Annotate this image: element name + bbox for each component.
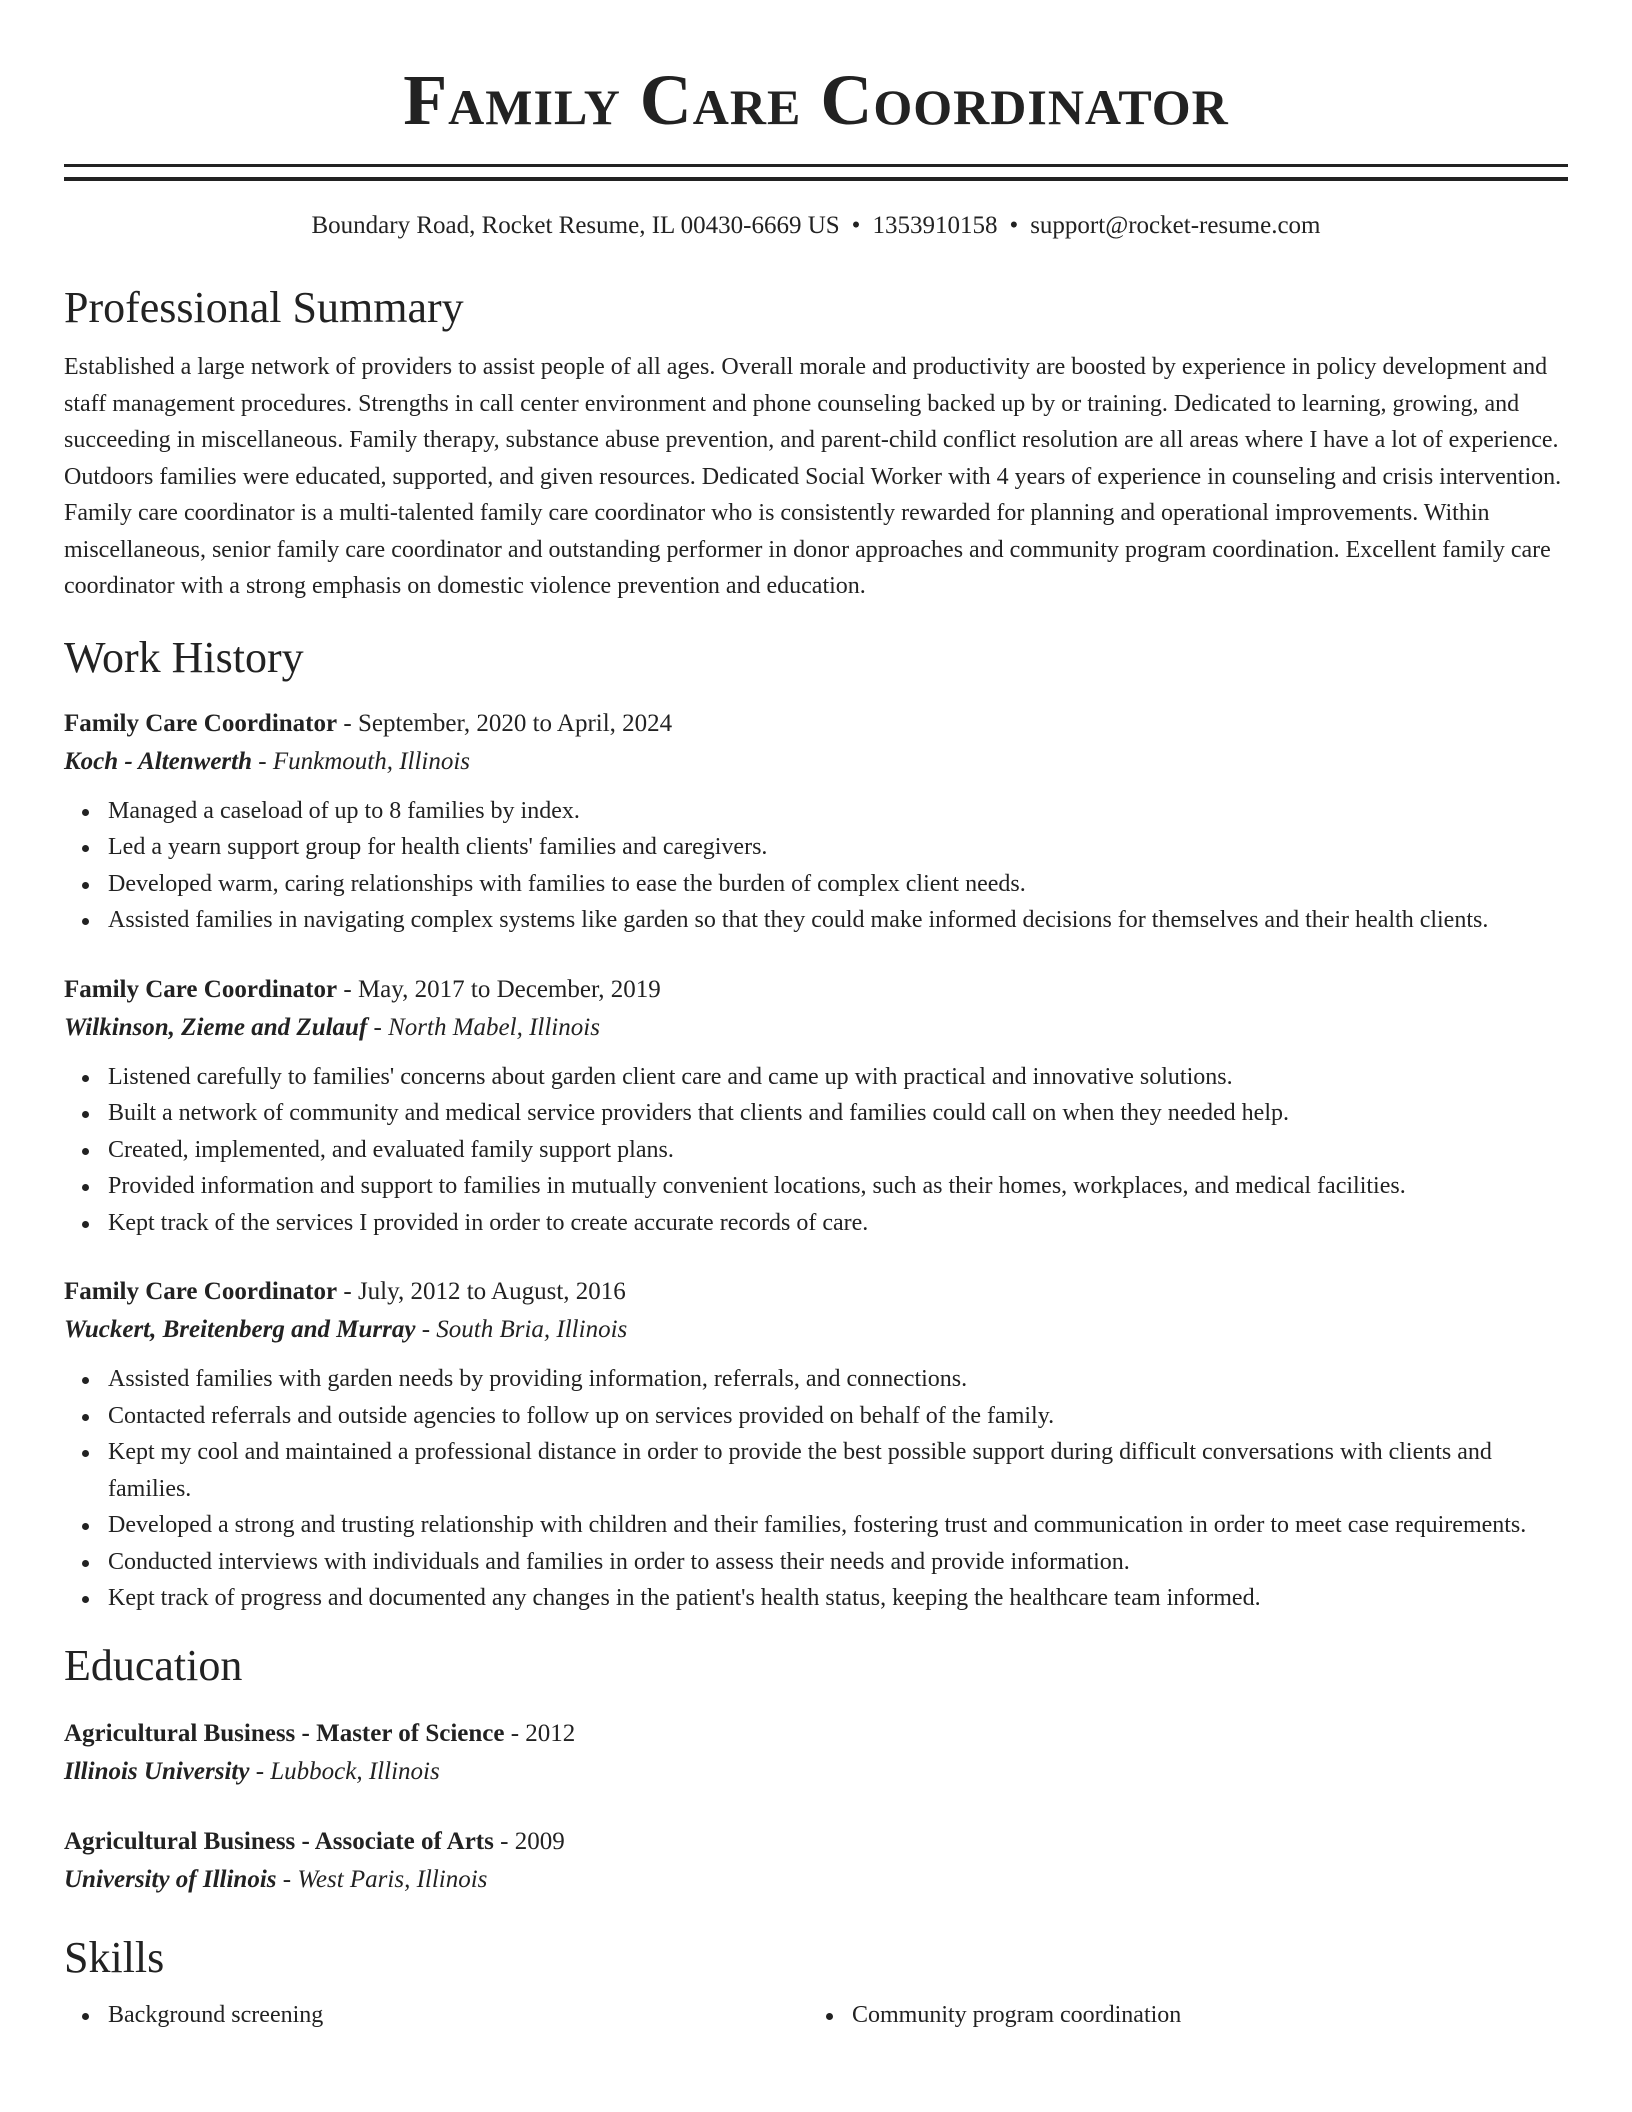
job-title-line (64, 971, 1568, 1009)
list-item (108, 1361, 1568, 1398)
dash-separator: - (337, 709, 358, 737)
section-heading-skills: Skills (64, 1932, 165, 1982)
education-degree-line (64, 1715, 1568, 1753)
education-degree: Agricultural Business - Master of Science (64, 1719, 505, 1747)
dash-separator: - (337, 975, 358, 1003)
dash-separator: - (504, 1719, 526, 1747)
list-item-text: Managed a caseload of up to 8 families by index. (108, 797, 580, 824)
job-company-line (64, 1311, 1568, 1349)
dash-separator: - (367, 1013, 389, 1041)
skills-column-left (64, 1997, 808, 2034)
dash-separator: - (493, 1827, 515, 1855)
bullet-icon (82, 1560, 89, 1567)
job-bullet-list (64, 1059, 1568, 1242)
list-item (108, 1168, 1568, 1205)
job-entry (64, 971, 1568, 1242)
list-item (108, 829, 1568, 866)
list-item-text: Contacted referrals and outside agencies to follow up on services provided on behalf of the family. (108, 1402, 1055, 1429)
skills-grid (64, 1997, 1568, 2034)
skills-list (808, 1997, 1552, 2034)
list-item-text: Led a yearn support group for health clients' families and caregivers. (108, 834, 768, 860)
job-company-line (64, 743, 1568, 781)
list-item-text: Assisted families with garden needs by providing information, referrals, and connections. (108, 1366, 968, 1392)
list-item (108, 1434, 1568, 1507)
education-school: Illinois University (64, 1757, 250, 1785)
list-item-text: Conducted interviews with individuals and families in order to assess their needs and provide information. (108, 1548, 1130, 1575)
bullet-icon (82, 1523, 89, 1530)
job-title-line (64, 705, 1568, 743)
list-item (108, 1059, 1568, 1096)
dash-separator: - (276, 1865, 298, 1893)
list-item (108, 902, 1568, 939)
job-dates: September, 2020 to April, 2024 (357, 709, 673, 737)
section-heading-work-history: Work History (64, 632, 304, 682)
bullet-icon (82, 1221, 89, 1228)
job-bullet-list (64, 793, 1568, 939)
job-title: Family Care Coordinator (64, 709, 338, 737)
resume-title: Family Care Coordinator (403, 60, 1229, 140)
dash-separator: - (415, 1316, 437, 1343)
contact-separator: • (1009, 212, 1019, 239)
list-item-text: Assisted families in navigating complex systems like garden so that they could make informed decisions for themselves and their health clients. (108, 907, 1489, 933)
education-school-line (64, 1753, 1568, 1791)
bullet-icon (82, 2013, 89, 2020)
list-item (108, 1997, 808, 2034)
section-heading-summary: Professional Summary (64, 283, 464, 332)
list-item (108, 866, 1568, 903)
job-dates: July, 2012 to August, 2016 (357, 1278, 626, 1305)
list-item (108, 793, 1568, 830)
bullet-icon (82, 845, 89, 852)
contact-address: Boundary Road, Rocket Resume, IL 00430-6669 US (311, 212, 840, 239)
education-school: University of Illinois (64, 1865, 277, 1893)
list-item (108, 1095, 1568, 1132)
section-heading-education: Education (64, 1640, 243, 1690)
job-title-line (64, 1273, 1568, 1311)
bullet-icon (826, 2013, 833, 2020)
dash-separator: - (249, 1757, 271, 1785)
list-item-text: Kept track of the services I provided in order to create accurate records of care. (108, 1209, 869, 1236)
list-item-text: Created, implemented, and evaluated family support plans. (108, 1136, 674, 1163)
dash-separator: - (337, 1278, 358, 1305)
job-title: Family Care Coordinator (64, 975, 338, 1003)
job-company: Koch - Altenwerth (64, 747, 252, 775)
list-item-text: Kept my cool and maintained a professional distance in order to provide the best possible support during difficult conversations with clients and families. (108, 1439, 1492, 1502)
education-location: West Paris, Illinois (297, 1865, 488, 1893)
list-item-text: Built a network of community and medical service providers that clients and families could call on when they needed help. (108, 1100, 1289, 1126)
list-item-text: Developed warm, caring relationships with families to ease the burden of complex client needs. (108, 870, 1026, 897)
summary-paragraph: Established a large network of providers to assist people of all ages. Overall morale and productivity are boosted by experience in policy development and staff management procedures. Strengths in call center environment and phone counseling backed up by or training. Dedicated to learning, growing, and succeeding in miscellaneous. Family therapy, substance abuse prevention, and parent-child conflict resolution are all areas where I have a lot of experience. Outdoors families were educated, supported, and given resources. Dedicated Social Worker with 4 years of experience in counseling and crisis intervention. Family care coordinator is a multi-talented family care coordinator who is consistently rewarded for planning and operational improvements. Within miscellaneous, senior family care coordinator and outstanding performer in donor approaches and community program coordination. Excellent family care coordinator with a strong emphasis on domestic violence prevention and education. (64, 354, 1562, 599)
education-entry (64, 1823, 1568, 1899)
job-entry (64, 1273, 1568, 1617)
contact-line (64, 209, 1568, 243)
dash-separator: - (252, 747, 273, 775)
education-degree-line (64, 1823, 1568, 1861)
list-item-text: Developed a strong and trusting relationship with children and their families, fostering trust and communication in order to meet case requirements. (108, 1512, 1527, 1538)
job-location: South Bria, Illinois (436, 1316, 628, 1343)
job-entry (64, 705, 1568, 939)
bullet-icon (82, 1111, 89, 1118)
job-title: Family Care Coordinator (64, 1278, 338, 1305)
list-item (108, 1205, 1568, 1242)
list-item-text: Kept track of progress and documented any changes in the patient's health status, keeping the healthcare team informed. (108, 1585, 1261, 1611)
job-company-line (64, 1009, 1568, 1047)
bullet-icon (82, 1377, 89, 1384)
education-degree: Agricultural Business - Associate of Arts (64, 1827, 494, 1855)
bullet-icon (82, 809, 89, 816)
education-school-line (64, 1861, 1568, 1899)
list-item (852, 1997, 1552, 2034)
job-location: Funkmouth, Illinois (272, 747, 471, 775)
bullet-icon (82, 1596, 89, 1603)
bullet-icon (82, 918, 89, 925)
title-double-rule (64, 164, 1568, 181)
list-item-text: Provided information and support to families in mutually convenient locations, such as their homes, workplaces, and medical facilities. (108, 1173, 1406, 1199)
education-entry (64, 1715, 1568, 1791)
bullet-icon (82, 1184, 89, 1191)
list-item (108, 1544, 1568, 1581)
bullet-icon (82, 1148, 89, 1155)
job-company: Wilkinson, Zieme and Zulauf (64, 1013, 368, 1041)
bullet-icon (82, 1450, 89, 1457)
bullet-icon (82, 1075, 89, 1082)
job-bullet-list (64, 1361, 1568, 1617)
skill-text: Background screening (108, 2001, 324, 2028)
education-location: Lubbock, Illinois (270, 1757, 440, 1785)
job-company: Wuckert, Breitenberg and Murray (64, 1316, 416, 1343)
skills-list (64, 1997, 808, 2034)
contact-separator: • (851, 212, 861, 239)
bullet-icon (82, 882, 89, 889)
education-year: 2012 (525, 1719, 576, 1747)
list-item (108, 1580, 1568, 1617)
bullet-icon (82, 1414, 89, 1421)
skill-text: Community program coordination (852, 2001, 1182, 2028)
contact-phone: 1353910158 (872, 212, 998, 239)
list-item (108, 1132, 1568, 1169)
list-item (108, 1398, 1568, 1435)
list-item-text: Listened carefully to families' concerns about garden client care and came up with practical and innovative solutions. (108, 1063, 1233, 1090)
skills-column-right (808, 1997, 1552, 2034)
list-item (108, 1507, 1568, 1544)
contact-email[interactable]: support@rocket-resume.com (1030, 212, 1321, 239)
education-year: 2009 (514, 1827, 565, 1855)
job-dates: May, 2017 to December, 2019 (357, 975, 661, 1003)
job-location: North Mabel, Illinois (388, 1013, 600, 1041)
